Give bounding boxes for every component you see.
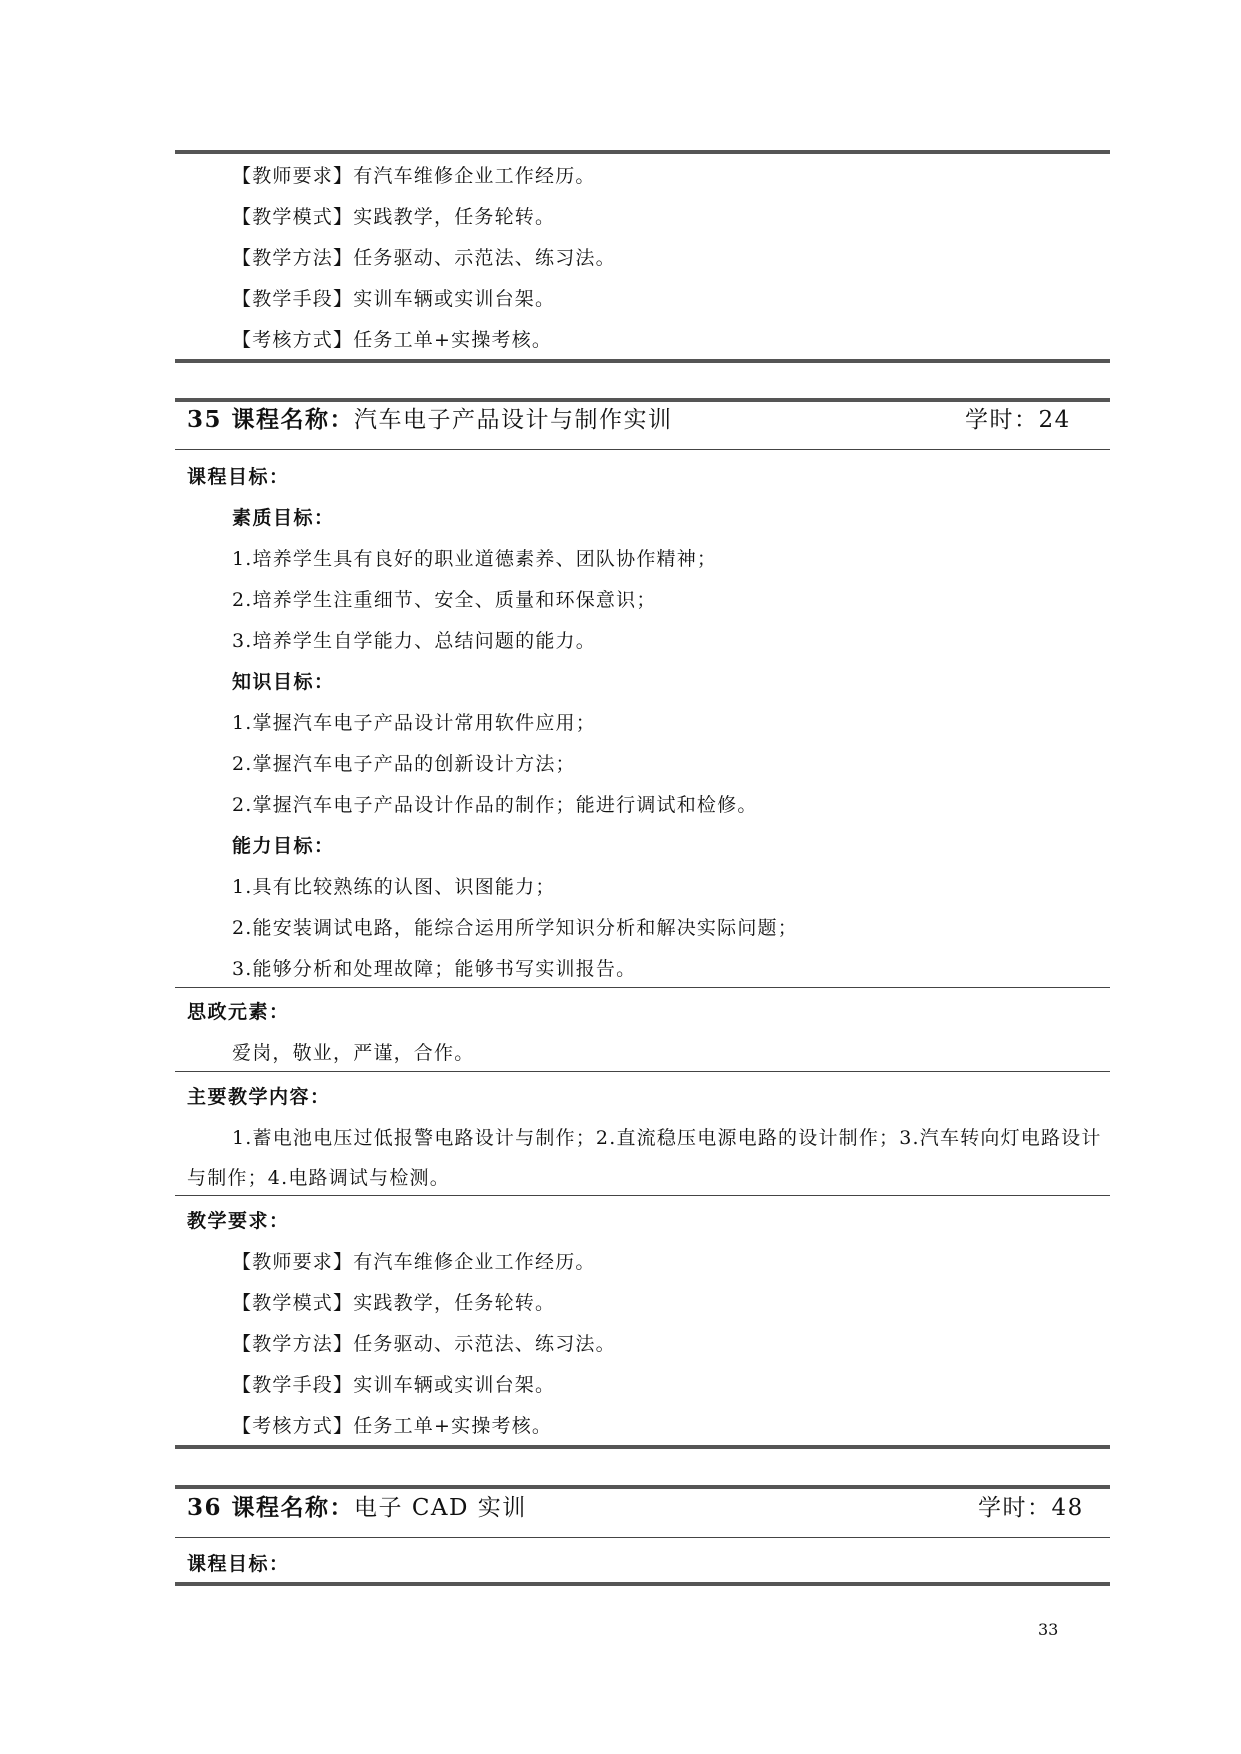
course35-hours: 学时：24 xyxy=(965,407,1071,433)
ability-goal-3: 3.能够分析和处理故障；能够书写实训报告。 xyxy=(232,958,637,980)
page-number: 33 xyxy=(1038,1620,1059,1639)
course35-top-rule xyxy=(175,398,1110,402)
knowledge-goals-heading: 知识目标： xyxy=(232,671,335,693)
req-assessment: 【考核方式】任务工单+实操考核。 xyxy=(232,1415,553,1437)
ability-goals-heading: 能力目标： xyxy=(232,835,335,857)
top-req-teacher: 【教师要求】有汽车维修企业工作经历。 xyxy=(232,165,596,187)
top-req-assessment: 【考核方式】任务工单+实操考核。 xyxy=(232,329,553,351)
course36-goals-heading: 课程目标： xyxy=(187,1553,290,1575)
req-means: 【教学手段】实训车辆或实训台架。 xyxy=(232,1374,556,1396)
requirements-heading: 教学要求： xyxy=(187,1210,290,1232)
content-end-rule xyxy=(175,1195,1110,1196)
ideology-end-rule xyxy=(175,1071,1110,1072)
ideology-text: 爱岗，敬业，严谨，合作。 xyxy=(232,1042,475,1064)
goals-end-rule xyxy=(175,987,1110,988)
knowledge-goal-2: 2.掌握汽车电子产品的创新设计方法； xyxy=(232,753,576,775)
top-req-means: 【教学手段】实训车辆或实训台架。 xyxy=(232,288,556,310)
content-heading: 主要教学内容： xyxy=(187,1086,331,1108)
course35-goals-heading: 课程目标： xyxy=(187,466,290,488)
course35-title xyxy=(187,405,673,435)
content-text: 1.蓄电池电压过低报警电路设计与制作；2.直流稳压电源电路的设计制作；3.汽车转向灯电路设计与制作；4.电路调试与检测。 xyxy=(187,1127,1102,1189)
req-mode: 【教学模式】实践教学，任务轮转。 xyxy=(232,1292,556,1314)
top-double-rule xyxy=(175,150,1110,154)
course36-goals-rule xyxy=(175,1582,1110,1586)
knowledge-goal-3: 2.掌握汽车电子产品设计作品的制作；能进行调试和检修。 xyxy=(232,794,758,816)
top-req-method: 【教学方法】任务驱动、示范法、练习法。 xyxy=(232,247,616,269)
course35-end-rule xyxy=(175,1445,1110,1449)
ideology-heading: 思政元素： xyxy=(187,1001,290,1023)
ability-goal-1: 1.具有比较熟练的认图、识图能力； xyxy=(232,876,556,898)
course36-title-rule xyxy=(175,1537,1110,1538)
course36-top-rule xyxy=(175,1485,1110,1489)
course35-name: 汽车电子产品设计与制作实训 xyxy=(354,407,673,433)
course36-title xyxy=(187,1493,527,1523)
course36-name: 电子 CAD 实训 xyxy=(354,1495,527,1521)
top-section-end-rule xyxy=(175,359,1110,363)
course36-hours: 学时：48 xyxy=(978,1495,1084,1521)
course35-title-rule xyxy=(175,449,1110,450)
course35-label: 35 课程名称： xyxy=(187,406,355,433)
req-method: 【教学方法】任务驱动、示范法、练习法。 xyxy=(232,1333,616,1355)
quality-goal-2: 2.培养学生注重细节、安全、质量和环保意识； xyxy=(232,589,657,611)
top-req-mode: 【教学模式】实践教学，任务轮转。 xyxy=(232,206,556,228)
quality-goal-3: 3.培养学生自学能力、总结问题的能力。 xyxy=(232,630,596,652)
knowledge-goal-1: 1.掌握汽车电子产品设计常用软件应用； xyxy=(232,712,596,734)
quality-goal-1: 1.培养学生具有良好的职业道德素养、团队协作精神； xyxy=(232,548,718,570)
req-teacher: 【教师要求】有汽车维修企业工作经历。 xyxy=(232,1251,596,1273)
course36-label: 36 课程名称： xyxy=(187,1494,355,1521)
quality-goals-heading: 素质目标： xyxy=(232,507,335,529)
ability-goal-2: 2.能安装调试电路，能综合运用所学知识分析和解决实际问题； xyxy=(232,917,798,939)
